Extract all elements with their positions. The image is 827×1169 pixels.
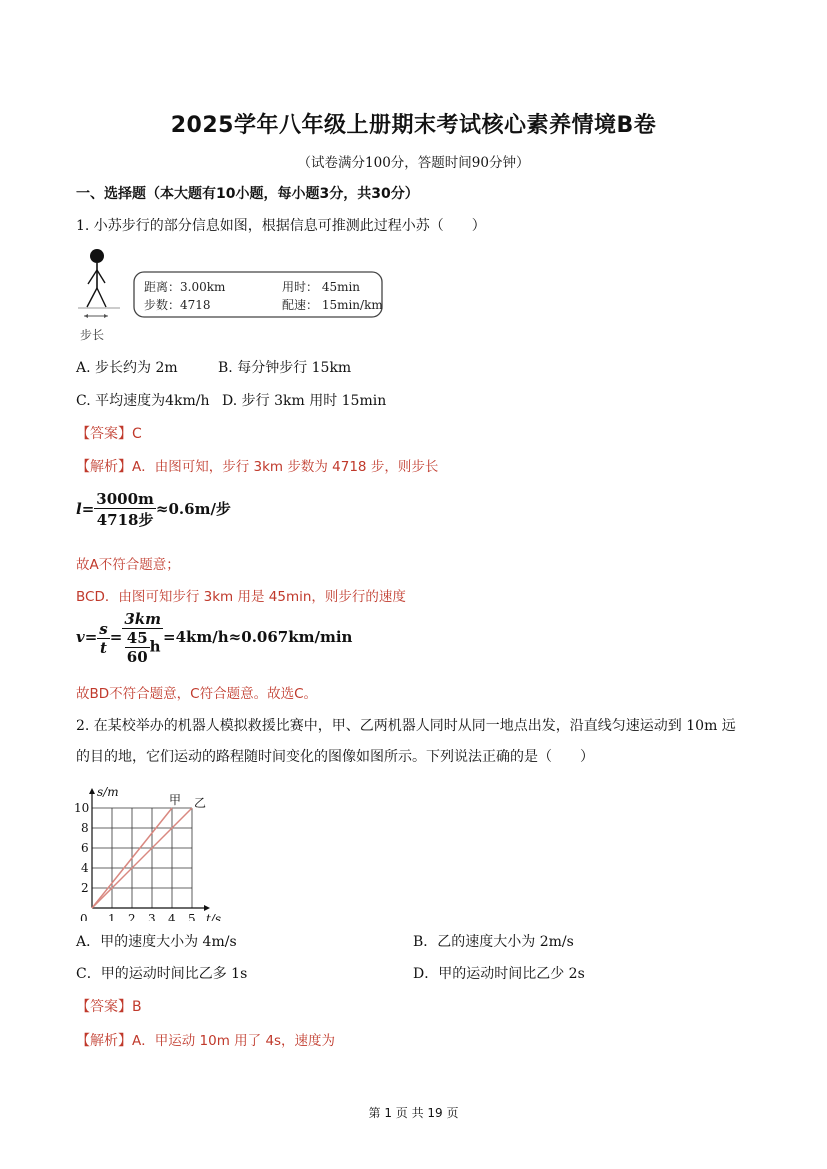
- q1-analysis-label: 【解析】: [76, 459, 132, 475]
- q2-option-a: A．甲的速度大小为 4m/s: [76, 934, 237, 950]
- y-tick-label: 4: [81, 861, 89, 875]
- walker-head-icon: [90, 249, 104, 263]
- f2-eq2: =: [109, 628, 123, 646]
- q1-option-c: C. 平均速度为4km/h: [76, 393, 210, 409]
- x-tick-label: 1: [108, 912, 116, 921]
- f1-denominator: 4718步: [96, 511, 154, 529]
- f2-eq1: =: [84, 628, 98, 646]
- x-tick-label: 5: [188, 912, 196, 921]
- q1-analysis-3: BCD．由图可知步行 3km 用是 45min，则步行的速度: [76, 589, 406, 605]
- step-length-label: 步长: [80, 328, 105, 342]
- page-subtitle: （试卷满分100分，答题时间90分钟）: [297, 155, 530, 171]
- series-line-1: [92, 808, 192, 908]
- x-axis-label: t/s: [206, 912, 222, 921]
- x-tick-label: 4: [168, 912, 176, 921]
- f2-h: h: [149, 637, 161, 656]
- q1-analysis-2: 故A不符合题意；: [76, 557, 180, 573]
- q1-stem: 1. 小苏步行的部分信息如图，根据信息可推测此过程小苏（ ）: [76, 218, 486, 234]
- series-label-yi: 乙: [194, 796, 207, 810]
- q2-option-c: C．甲的运动时间比乙多 1s: [76, 966, 248, 982]
- q2-analysis-label: 【解析】: [76, 1033, 132, 1049]
- f2-inner-den: 60: [126, 648, 148, 666]
- x-axis-arrow-icon: [204, 905, 210, 911]
- f2-t: t: [100, 638, 107, 657]
- f2-result: =4km/h≈0.067km/min: [163, 628, 353, 646]
- q1-formula-2: [76, 610, 352, 666]
- q1-formula-1: [76, 490, 231, 530]
- q1-analysis-1-text: A．由图可知，步行 3km 步数为 4718 步，则步长: [132, 459, 439, 475]
- f1-result: ≈0.6m/步: [155, 500, 231, 518]
- q2-option-d: D．甲的运动时间比乙少 2s: [413, 966, 585, 982]
- distance-info: 距离：3.00km: [144, 280, 226, 294]
- x-tick-label: 3: [148, 912, 156, 921]
- x-tick-label: 2: [128, 912, 136, 921]
- q2-analysis-1-text: A．甲运动 10m 用了 4s，速度为: [132, 1033, 336, 1049]
- q1-analysis-1: [76, 455, 438, 476]
- pace-info: 配速： 15min/km: [282, 298, 383, 312]
- q2-answer: 【答案】B: [76, 999, 142, 1015]
- q1-figure: [74, 244, 394, 344]
- f1-eq: =: [81, 500, 95, 518]
- y-axis-label: s/m: [97, 785, 119, 799]
- q2-analysis-1: [76, 1029, 335, 1050]
- distance-time-chart: [70, 776, 240, 921]
- q2-chart: [70, 776, 240, 921]
- time-info: 用时： 45min: [282, 280, 361, 294]
- y-axis-arrow-icon: [89, 788, 95, 794]
- steps-info: 步数：4718: [144, 298, 211, 312]
- f2-numerator: 3km: [124, 610, 162, 628]
- q1-analysis-4: 故BD不符合题意，C符合题意。故选C。: [76, 686, 318, 702]
- f2-denominator: [122, 629, 163, 666]
- page-title: 2025学年八年级上册期末考试核心素养情境B卷: [170, 113, 657, 138]
- origin-label: 0: [80, 912, 88, 921]
- f2-s: s: [99, 619, 108, 638]
- series-label-jia: 甲: [169, 793, 182, 807]
- f1-lhs: l: [76, 500, 82, 518]
- q1-option-d: D. 步行 3km 用时 15min: [222, 393, 387, 409]
- y-tick-label: 8: [81, 821, 89, 835]
- q2-option-b: B．乙的速度大小为 2m/s: [413, 934, 574, 950]
- q1-option-a: A. 步长约为 2m: [76, 360, 178, 376]
- f2-inner-num: 45: [126, 629, 148, 647]
- q2-stem-line2: 的目的地，它们运动的路程随时间变化的图像如图所示。下列说法正确的是（ ）: [76, 749, 594, 765]
- f1-numerator: 3000m: [96, 490, 154, 508]
- f1-fraction: [94, 490, 156, 530]
- section-heading: 一、选择题（本大题有10小题，每小题3分，共30分）: [76, 186, 419, 202]
- q2-stem-line1: 2. 在某校举办的机器人模拟救援比赛中，甲、乙两机器人同时从同一地点出发，沿直线匀速运动到 10m 远: [76, 718, 736, 734]
- y-tick-label: 2: [81, 881, 89, 895]
- page-footer: 第 1 页 共 19 页: [368, 1106, 459, 1120]
- f2-inner-fraction: [125, 629, 150, 666]
- q1-option-b: B. 每分钟步行 15km: [218, 360, 352, 376]
- q1-answer: 【答案】C: [76, 426, 142, 442]
- f2-main-fraction: [122, 610, 163, 666]
- y-tick-label: 6: [81, 841, 89, 855]
- f2-v: v: [76, 628, 85, 646]
- f2-st-fraction: [97, 620, 109, 657]
- y-tick-label: 10: [74, 801, 90, 815]
